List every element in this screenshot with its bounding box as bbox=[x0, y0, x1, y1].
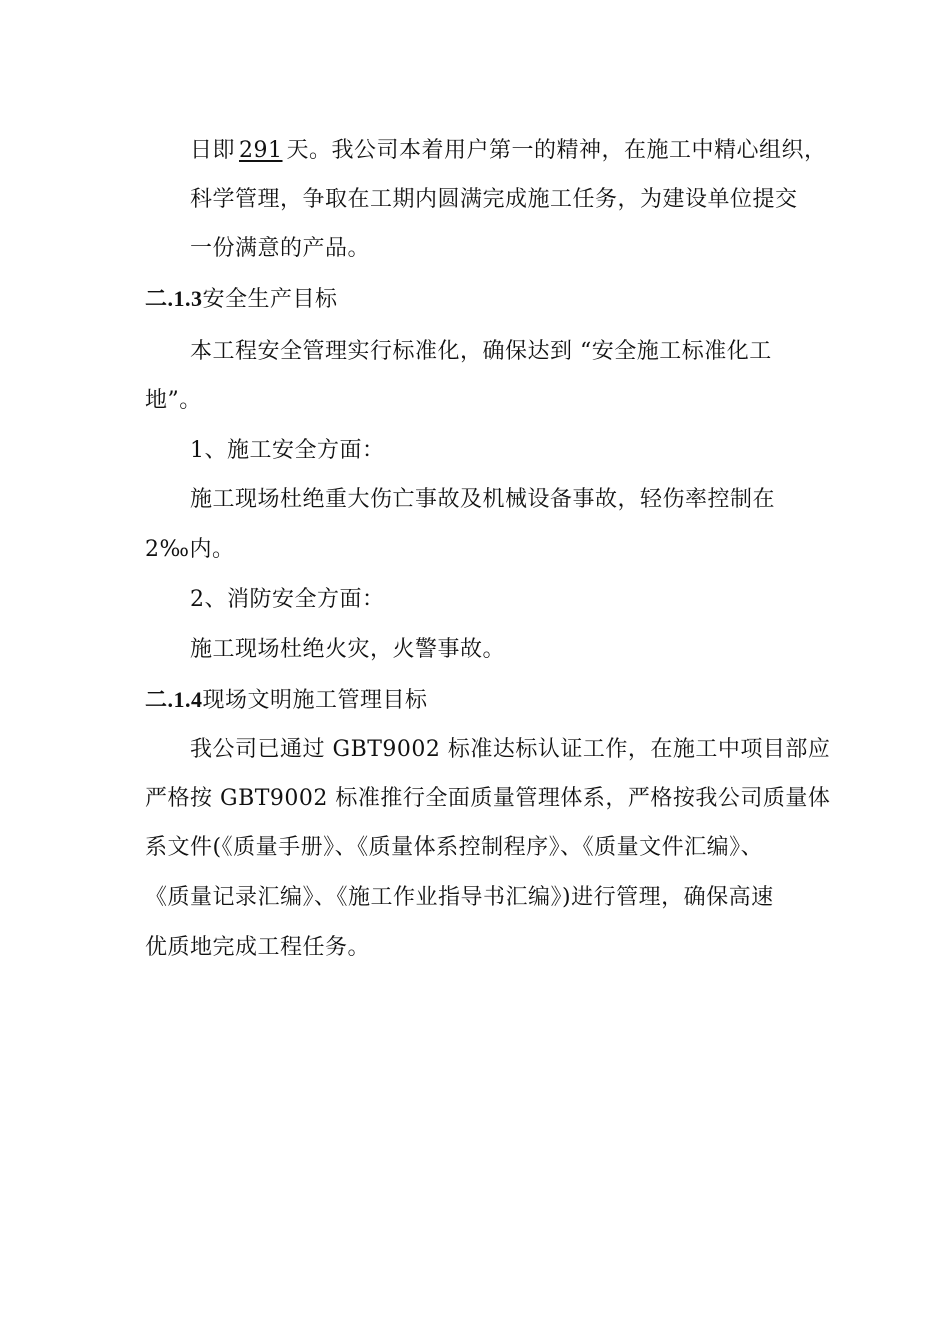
paragraph-fire: 施工现场杜绝火灾，火警事故。 bbox=[190, 637, 506, 662]
text-pre: 日即 bbox=[190, 138, 236, 163]
paragraph-schedule-line-3: 一份满意的产品。 bbox=[190, 236, 371, 261]
subheading-fire-safety: 2、消防安全方面： bbox=[190, 587, 385, 612]
paragraph-schedule-line-1 bbox=[190, 136, 835, 166]
heading-2-1-4 bbox=[145, 685, 835, 716]
paragraph-schedule-line-2: 科学管理，争取在工期内圆满完成施工任务，为建设单位提交 bbox=[190, 187, 798, 212]
paragraph-construction-line-1: 施工现场杜绝重大伤亡事故及机械设备事故，轻伤率控制在 bbox=[190, 487, 776, 512]
paragraph-quality-line-2: 严格按 GBT9002 标准推行全面质量管理体系，严格按我公司质量体 bbox=[145, 786, 831, 811]
heading-number: 二.1.3 bbox=[145, 286, 203, 311]
subheading-construction-safety: 1、施工安全方面： bbox=[190, 438, 385, 463]
days-count: 291 bbox=[239, 138, 283, 163]
heading-title: 现场文明施工管理目标 bbox=[202, 688, 428, 713]
heading-2-1-3 bbox=[145, 284, 835, 315]
paragraph-quality-line-5: 优质地完成工程任务。 bbox=[145, 935, 371, 960]
text-post: 天。我公司本着用户第一的精神，在施工中精心组织， bbox=[286, 138, 827, 163]
paragraph-quality-line-3: 系文件(《质量手册》、《质量体系控制程序》、《质量文件汇编》、 bbox=[145, 835, 764, 860]
paragraph-safety-line-1: 本工程安全管理实行标准化，确保达到 “安全施工标准化工 bbox=[190, 339, 772, 364]
paragraph-quality-line-1: 我公司已通过 GBT9002 标准达标认证工作，在施工中项目部应 bbox=[190, 737, 831, 762]
paragraph-quality-line-4: 《质量记录汇编》、《施工作业指导书汇编》)进行管理，确保高速 bbox=[145, 885, 774, 910]
paragraph-construction-line-2: 2‰内。 bbox=[145, 537, 235, 562]
heading-title: 安全生产目标 bbox=[202, 287, 338, 312]
heading-number: 二.1.4 bbox=[145, 687, 203, 712]
paragraph-safety-line-2: 地”。 bbox=[145, 388, 202, 413]
